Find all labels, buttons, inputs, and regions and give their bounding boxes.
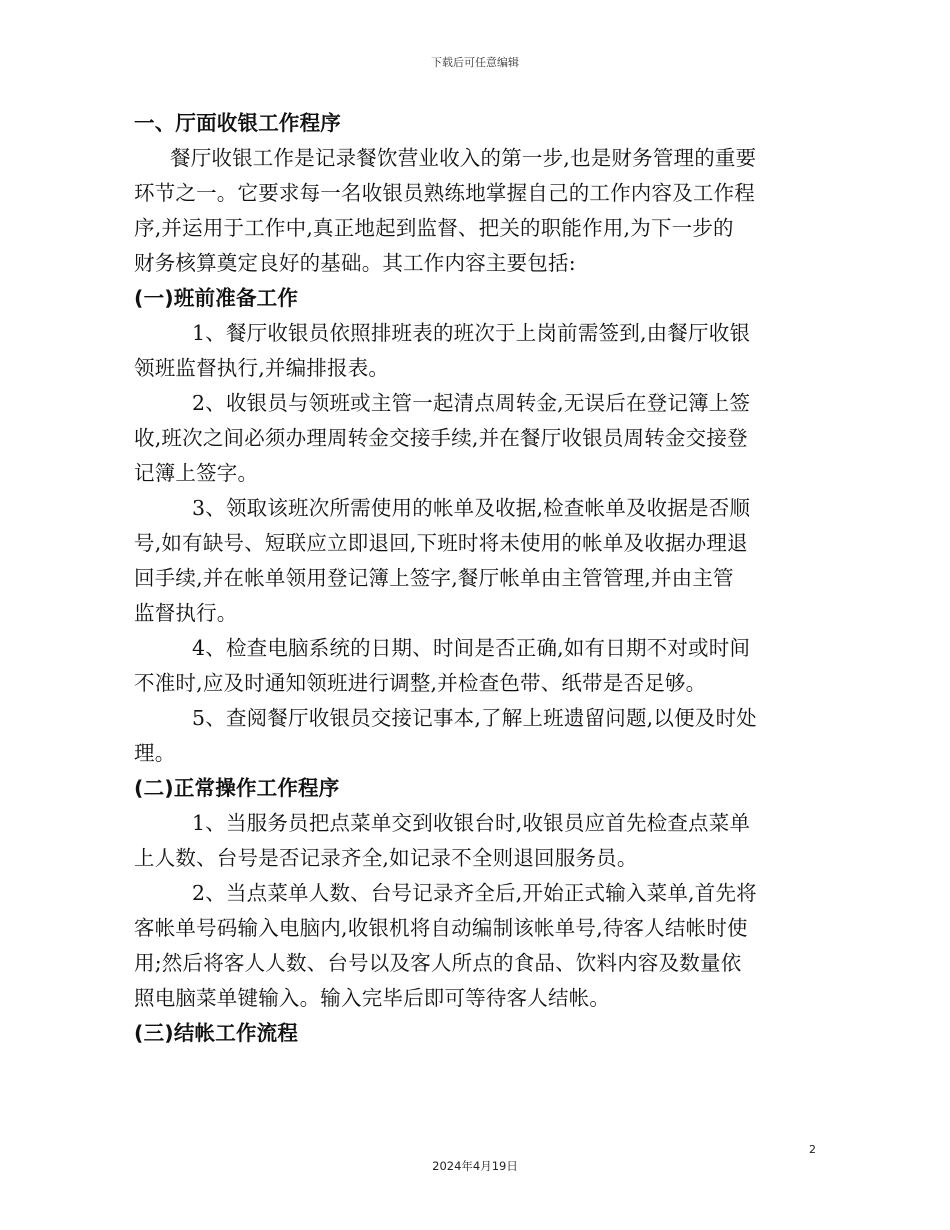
paragraph-line: 1、餐厅收银员依照排班表的班次于上岗前需签到,由餐厅收银 xyxy=(192,321,751,345)
paragraph-line: 收,班次之间必须办理周转金交接手续,并在餐厅收银员周转金交接登 xyxy=(134,426,748,450)
paragraph-line: 理。 xyxy=(134,741,176,765)
paragraph-line: 4、检查电脑系统的日期、时间是否正确,如有日期不对或时间 xyxy=(192,636,751,660)
paragraph-line: 号,如有缺号、短联应立即退回,下班时将未使用的帐单及收据办理退 xyxy=(134,531,748,555)
header-note: 下载后可任意编辑 xyxy=(431,56,519,69)
section-heading: (一)班前准备工作 xyxy=(134,286,299,310)
section-heading: 一、厅面收银工作程序 xyxy=(134,111,341,135)
paragraph-line: 记簿上签字。 xyxy=(134,461,259,485)
paragraph-line: 环节之一。它要求每一名收银员熟练地掌握自己的工作内容及工作程 xyxy=(134,181,755,205)
paragraph-line: 1、当服务员把点菜单交到收银台时,收银员应首先检查点菜单 xyxy=(192,811,751,835)
paragraph-line: 2、当点菜单人数、台号记录齐全后,开始正式输入菜单,首先将 xyxy=(192,881,757,905)
paragraph-line: 照电脑菜单键输入。输入完毕后即可等待客人结帐。 xyxy=(134,986,611,1010)
paragraph-line: 5、查阅餐厅收银员交接记事本,了解上班遗留问题,以便及时处 xyxy=(192,706,757,730)
paragraph-line: 餐厅收银工作是记录餐饮营业收入的第一步,也是财务管理的重要 xyxy=(170,146,757,170)
paragraph-line: 财务核算奠定良好的基础。其工作内容主要包括: xyxy=(134,251,576,275)
paragraph-line: 用;然后将客人人数、台号以及客人所点的食品、饮料内容及数量依 xyxy=(134,951,742,975)
section-heading: (三)结帐工作流程 xyxy=(134,1021,299,1045)
paragraph-line: 领班监督执行,并编排报表。 xyxy=(134,356,390,380)
section-heading: (二)正常操作工作程序 xyxy=(134,776,340,800)
paragraph-line: 回手续,并在帐单领用登记簿上签字,餐厅帐单由主管管理,并由主管 xyxy=(134,566,734,590)
paragraph-line: 不准时,应及时通知领班进行调整,并检查色带、纸带是否足够。 xyxy=(134,671,707,695)
paragraph-line: 序,并运用于工作中,真正地起到监督、把关的职能作用,为下一步的 xyxy=(134,216,734,240)
document-body xyxy=(134,106,824,1051)
paragraph-line: 客帐单号码输入电脑内,收银机将自动编制该帐单号,待客人结帐时使 xyxy=(134,916,748,940)
paragraph-line: 3、领取该班次所需使用的帐单及收据,检查帐单及收据是否顺 xyxy=(192,496,751,520)
footer-date: 2024年4月19日 xyxy=(432,1159,518,1173)
page-number: 2 xyxy=(809,1143,816,1156)
paragraph-line: 监督执行。 xyxy=(134,601,238,625)
paragraph-line: 2、收银员与领班或主管一起清点周转金,无误后在登记簿上签 xyxy=(192,391,751,415)
paragraph-line: 上人数、台号是否记录齐全,如记录不全则退回服务员。 xyxy=(134,846,638,870)
